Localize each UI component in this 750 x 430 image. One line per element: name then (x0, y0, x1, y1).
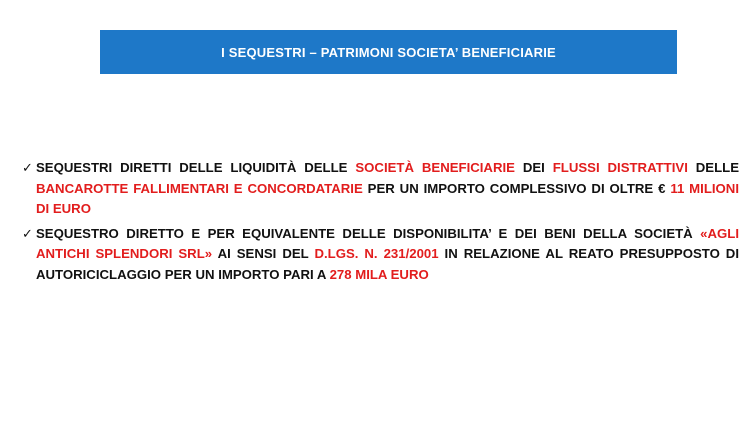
check-icon: ✓ (22, 160, 33, 175)
highlight-text: FLUSSI DISTRATTIVI (552, 160, 688, 175)
highlight-text: 278 MILA EURO (329, 266, 429, 282)
slide-title: I SEQUESTRI – PATRIMONI SOCIETA’ BENEFICIARIE (221, 44, 556, 60)
bullet-text: DELLE (687, 160, 739, 175)
bullet-item-liquidita (22, 158, 739, 220)
bullet-text: PER UN IMPORTO COMPLESSIVO DI OLTRE € (362, 180, 671, 196)
bullet-text: AI SENSI DEL (212, 246, 315, 261)
bullet-text: IN RELAZIONE AL REATO PRESUPPOSTO DI AUTORICICLAGGIO PER UN IMPORTO PARI A (36, 246, 739, 282)
highlight-text: «AGLI ANTICHI SPLENDORI SRL» (36, 225, 739, 261)
bullet-text: SEQUESTRI DIRETTI DELLE LIQUIDITÀ DELLE (36, 160, 356, 175)
highlight-text: BANCAROTTE FALLIMENTARI E CONCORDATARIE (36, 180, 363, 196)
highlight-text: D.LGS. N. 231/2001 (314, 246, 439, 261)
bullet-list (22, 158, 739, 285)
check-icon: ✓ (22, 225, 33, 241)
highlight-text: 11 MILIONI DI EURO (36, 180, 739, 216)
bullet-text: SEQUESTRO DIRETTO E PER EQUIVALENTE DELLE DISPONIBILITA’ E DEI BENI DELLA SOCIETÀ (36, 225, 701, 241)
bullet-item-sequestro (22, 224, 739, 286)
slide-title-bar (100, 30, 677, 74)
bullet-text: DEI (514, 160, 553, 175)
highlight-text: SOCIETÀ BENEFICIARIE (355, 160, 515, 175)
